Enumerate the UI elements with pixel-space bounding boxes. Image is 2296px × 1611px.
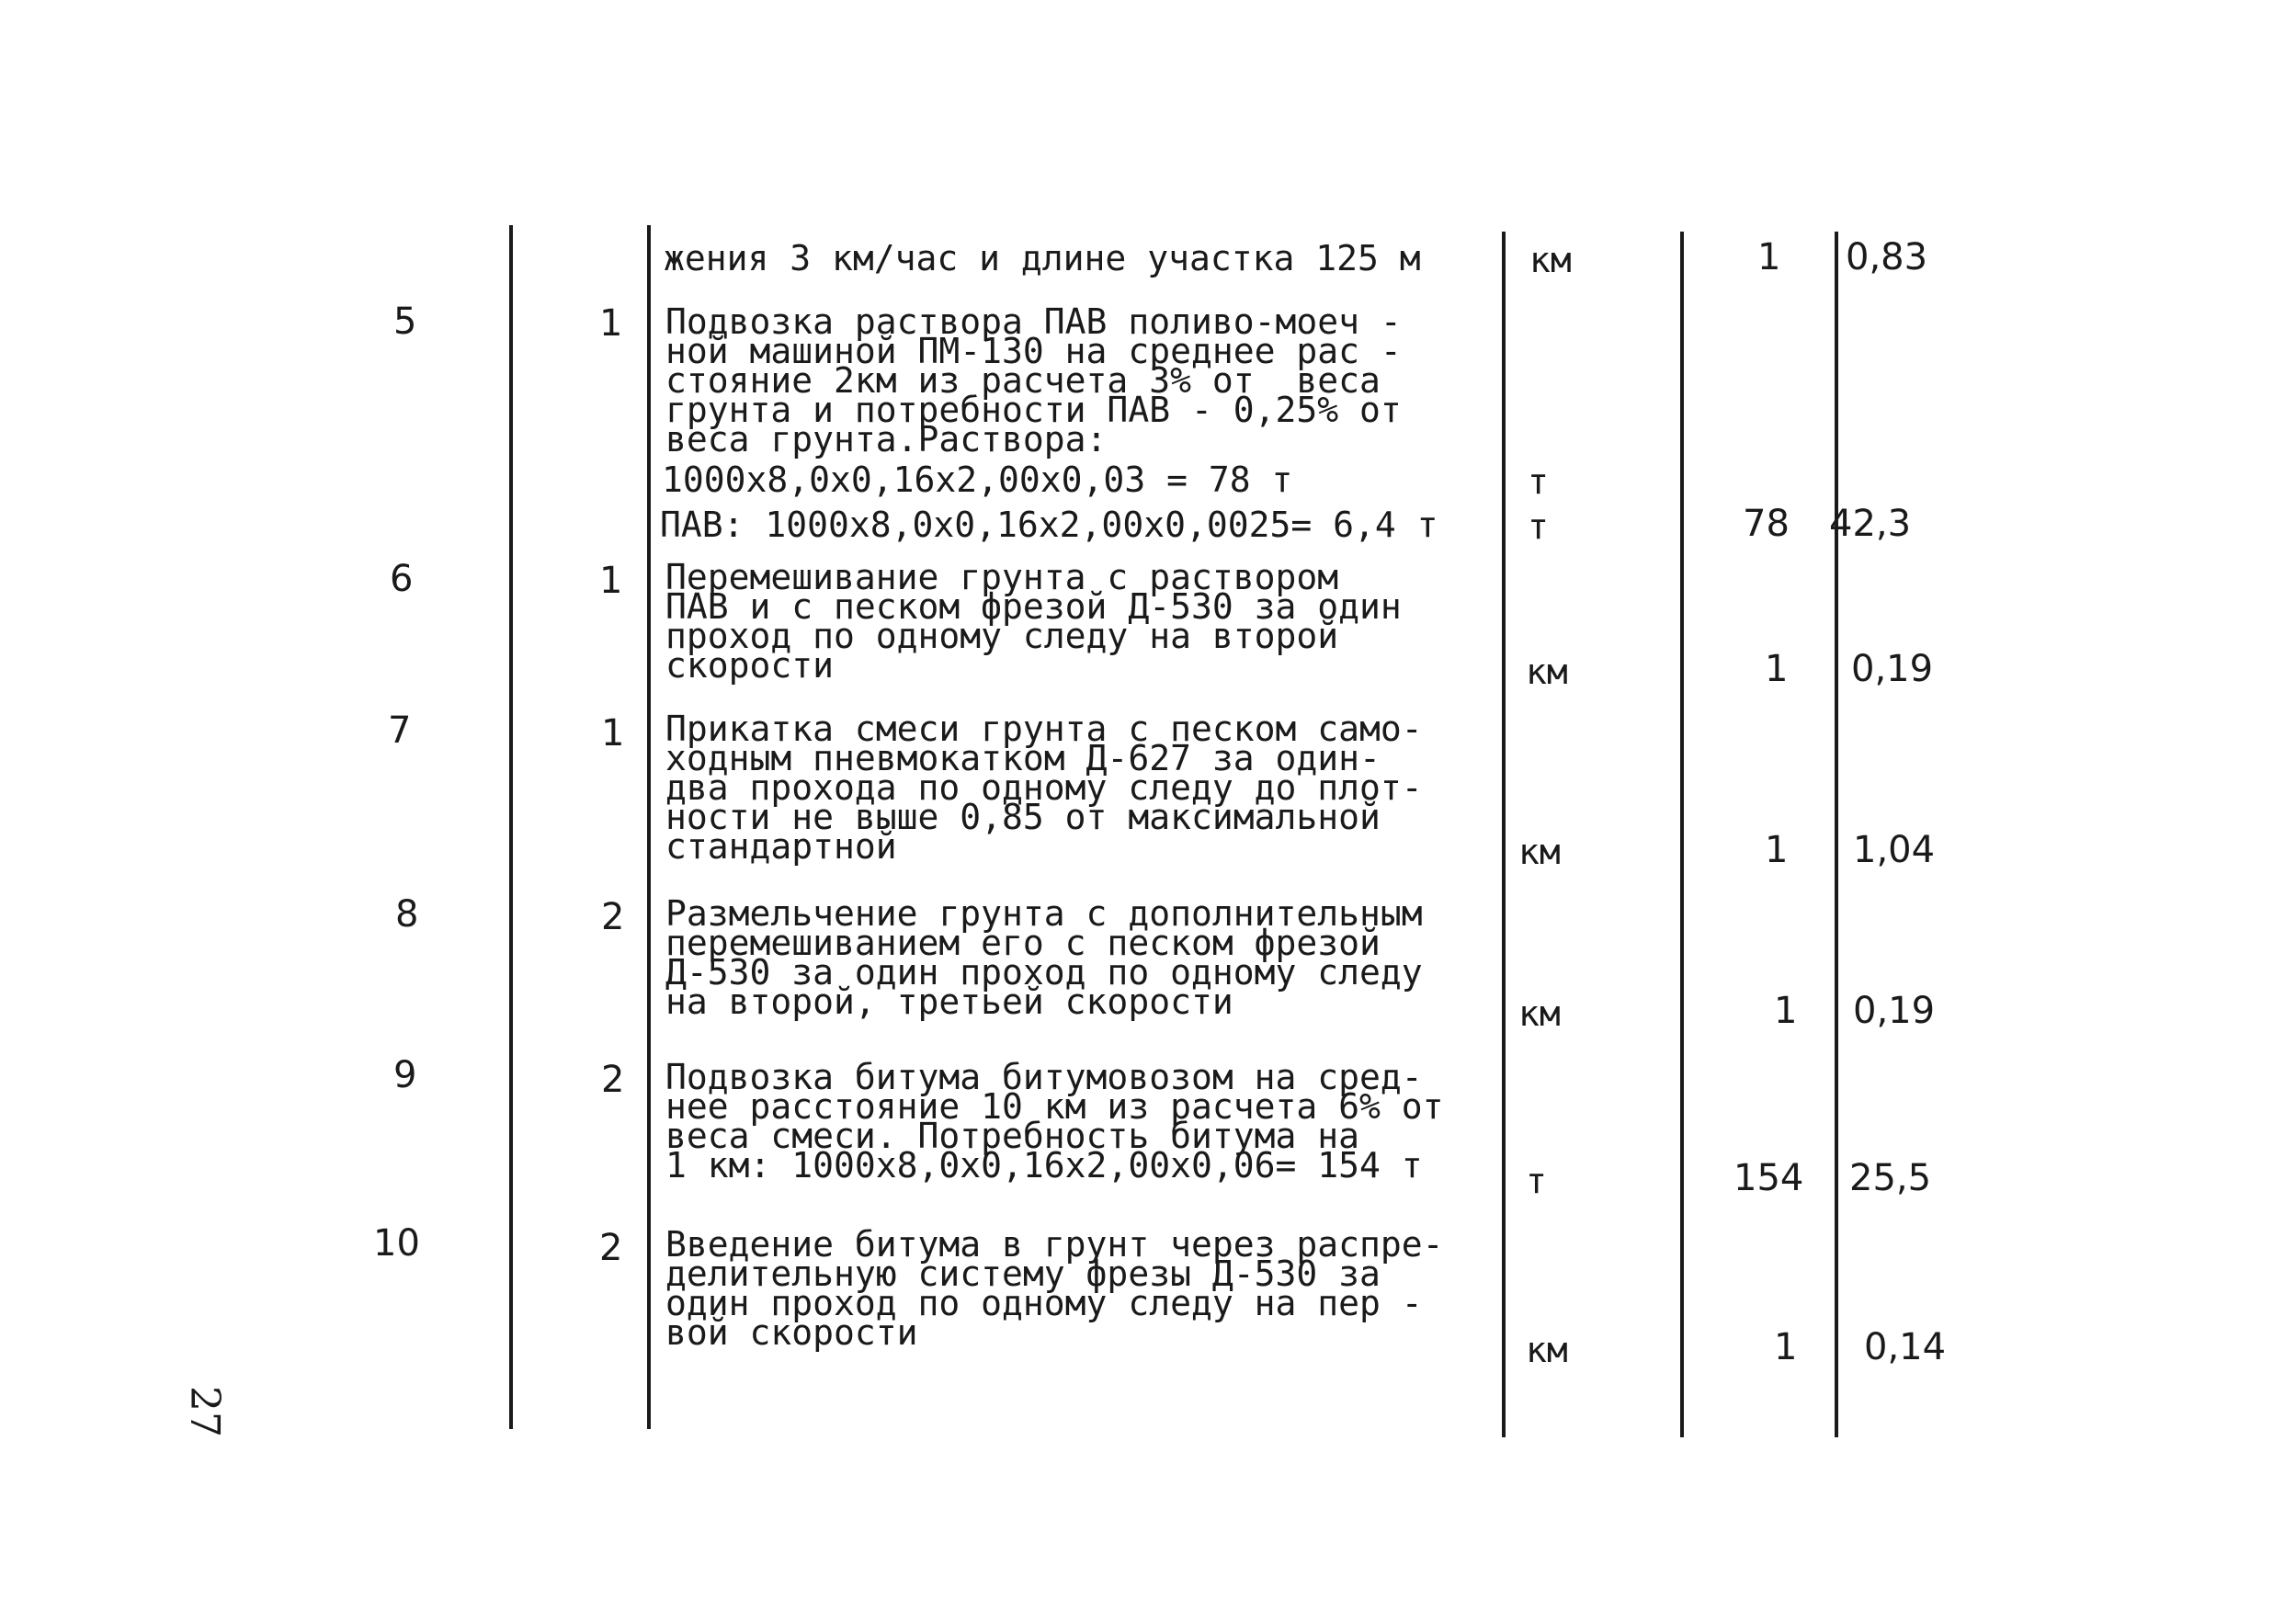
row-group: 1 bbox=[601, 712, 625, 754]
column-divider-1 bbox=[509, 225, 513, 1429]
row-unit: км bbox=[1518, 993, 1561, 1034]
row-description: Подвозка битума битумовозом на сред- нее расстояние 10 км из расчета 6% от веса смеси. Потребность битума на 1 км: 1000x8,0x0,16x2,00x0,06= 154 т bbox=[665, 1057, 1444, 1186]
row-quantity: 1 bbox=[1774, 990, 1798, 1032]
row-unit: т bbox=[1526, 1161, 1547, 1201]
row-calculation-unit: т bbox=[1528, 461, 1549, 502]
row-group: 2 bbox=[599, 1227, 623, 1269]
row-value: 0,19 bbox=[1851, 648, 1934, 690]
column-divider-3 bbox=[1502, 232, 1506, 1437]
row-description: Подвозка раствора ПАВ поливо-моеч - ной машиной ПМ-130 на среднее рас - стояние 2км из расчета 3% от веса грунта и потребности ПАВ - 0,25% от веса грунта.Раствора: bbox=[665, 301, 1402, 459]
row-quantity: 1 bbox=[1765, 648, 1789, 690]
row-value: 1,04 bbox=[1853, 829, 1936, 871]
row-number: 7 bbox=[388, 709, 412, 752]
row-number: 6 bbox=[390, 558, 414, 600]
row-quantity: 1 bbox=[1774, 1326, 1798, 1368]
row-quantity: 1 bbox=[1757, 236, 1781, 278]
row-group: 2 bbox=[601, 1059, 625, 1101]
row-description: Прикатка смеси грунта с песком само- ходным пневмокатком Д-627 за один- два прохода по одному следу до плот- ности не выше 0,85 от максимальной стандартной bbox=[665, 709, 1423, 867]
row-number: 10 bbox=[373, 1222, 420, 1265]
row-number: 5 bbox=[393, 301, 417, 343]
row-value: 0,83 bbox=[1846, 236, 1928, 278]
row-group: 2 bbox=[601, 896, 625, 938]
row-calculation: ПАВ: 1000x8,0x0,16x2,00x0,0025= 6,4 т bbox=[660, 505, 1438, 545]
row-quantity: 154 bbox=[1733, 1157, 1804, 1199]
row-unit: т bbox=[1528, 506, 1549, 547]
row-description: Размельчение грунта с дополнительным перемешиванием его с песком фрезой Д-530 за один проход по одному следу на второй, третьей скорости bbox=[665, 893, 1423, 1022]
row-value: 0,19 bbox=[1853, 990, 1936, 1032]
row-unit: км bbox=[1518, 832, 1561, 872]
row-number: 9 bbox=[393, 1054, 417, 1096]
row-unit: км bbox=[1529, 240, 1572, 280]
row-calculation: 1000x8,0x0,16x2,00x0,03 = 78 т bbox=[662, 459, 1293, 500]
column-divider-4 bbox=[1680, 232, 1684, 1437]
row-value: 25,5 bbox=[1849, 1157, 1932, 1199]
row-value: 0,14 bbox=[1864, 1326, 1947, 1368]
row-value: 42,3 bbox=[1829, 503, 1912, 545]
page-number: 27 bbox=[181, 1386, 228, 1437]
row-number: 8 bbox=[395, 893, 419, 936]
column-divider-5 bbox=[1835, 232, 1838, 1437]
row-group: 1 bbox=[599, 302, 623, 345]
row-description: жения 3 км/час и длине участка 125 м bbox=[664, 238, 1421, 278]
row-unit: км bbox=[1526, 1330, 1568, 1370]
row-quantity: 78 bbox=[1743, 503, 1790, 545]
column-divider-2 bbox=[647, 225, 651, 1429]
row-description: Перемешивание грунта с раствором ПАВ и с песком фрезой Д-530 за один проход по одному следу на второй скорости bbox=[665, 557, 1402, 686]
row-unit: км bbox=[1526, 652, 1568, 692]
row-group: 1 bbox=[599, 560, 623, 602]
row-quantity: 1 bbox=[1765, 829, 1789, 871]
row-description: Введение битума в грунт через распре- делительную систему фрезы Д-530 за один проход по одному следу на пер - вой скорости bbox=[665, 1224, 1444, 1353]
